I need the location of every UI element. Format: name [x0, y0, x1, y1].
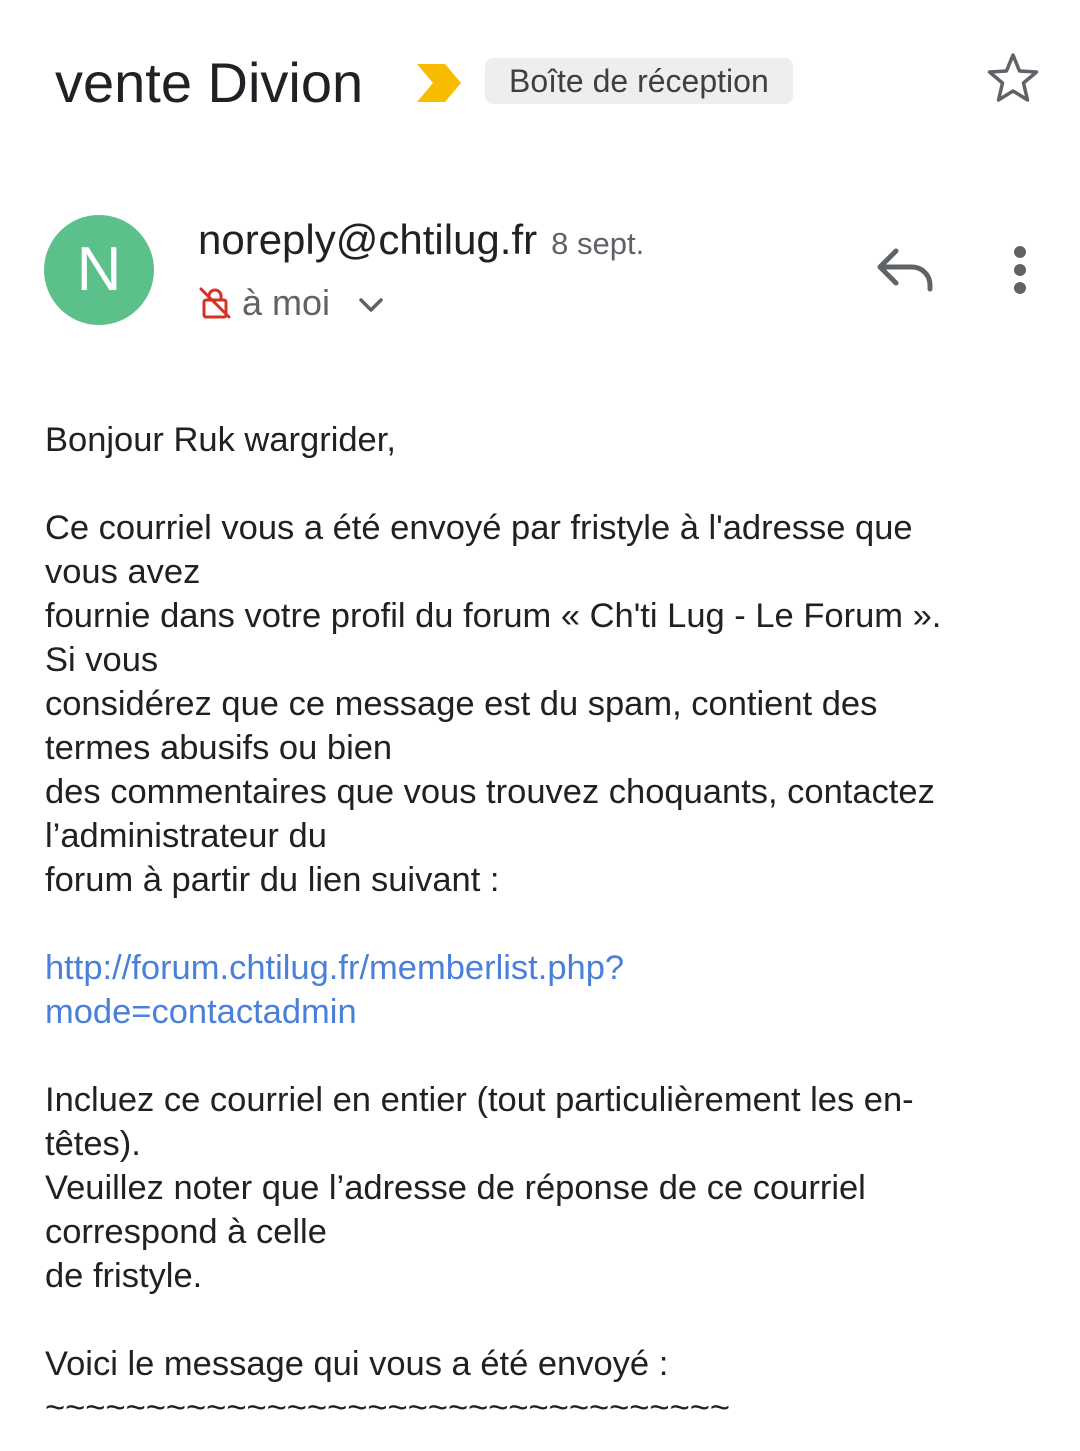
recipient-label: à moi [242, 282, 331, 323]
body-line: Incluez ce courriel en entier (tout particulièrement les en- [45, 1081, 914, 1119]
blank-line [45, 1034, 1045, 1078]
unencrypted-lock-icon [198, 286, 232, 320]
subject-bar [55, 40, 1055, 130]
body-line: vous avez [45, 553, 201, 591]
body-line: de fristyle. [45, 1257, 203, 1295]
body-line: Si vous [45, 641, 159, 679]
message-date: 8 sept. [551, 226, 645, 261]
blank-line [45, 902, 1045, 946]
body-line: Ce courriel vous a été envoyé par fristyle à l'adresse que [45, 509, 913, 547]
reply-icon[interactable] [872, 245, 938, 295]
body-line: correspond à celle [45, 1213, 327, 1251]
message-body [45, 418, 1045, 1430]
body-line: Veuillez noter que l’adresse de réponse de ce courriel [45, 1169, 866, 1207]
more-vert-icon[interactable] [998, 240, 1042, 300]
importance-marker-icon[interactable] [415, 62, 465, 104]
sender-address: noreply@chtilug.fr [198, 216, 538, 263]
body-line: l’administrateur du [45, 817, 327, 855]
body-line: considérez que ce message est du spam, contient des [45, 685, 878, 723]
blank-line [45, 1298, 1045, 1342]
body-line: têtes). [45, 1125, 141, 1163]
chevron-down-icon[interactable] [356, 290, 386, 320]
star-icon[interactable] [985, 50, 1041, 106]
contact-admin-link[interactable]: http://forum.chtilug.fr/memberlist.php? [45, 949, 625, 987]
body-line: termes abusifs ou bien [45, 729, 393, 767]
blank-line [45, 462, 1045, 506]
body-line: Voici le message qui vous a été envoyé : [45, 1345, 669, 1383]
sender-line[interactable] [198, 212, 644, 272]
subject-title: vente Divion [55, 51, 364, 114]
inbox-label-chip[interactable]: Boîte de réception [485, 58, 793, 104]
body-line: forum à partir du lien suivant : [45, 861, 500, 899]
body-line: fournie dans votre profil du forum « Ch'ti Lug - Le Forum ». [45, 597, 942, 635]
separator-line: ~~~~~~~~~~~~~~~~~~~~~~~~~~~~~~~~~~ [45, 1389, 731, 1427]
contact-admin-link[interactable]: mode=contactadmin [45, 993, 357, 1031]
sender-avatar[interactable]: N [44, 215, 154, 325]
body-line: des commentaires que vous trouvez choquants, contactez [45, 773, 935, 811]
greeting: Bonjour Ruk wargrider, [45, 421, 396, 459]
